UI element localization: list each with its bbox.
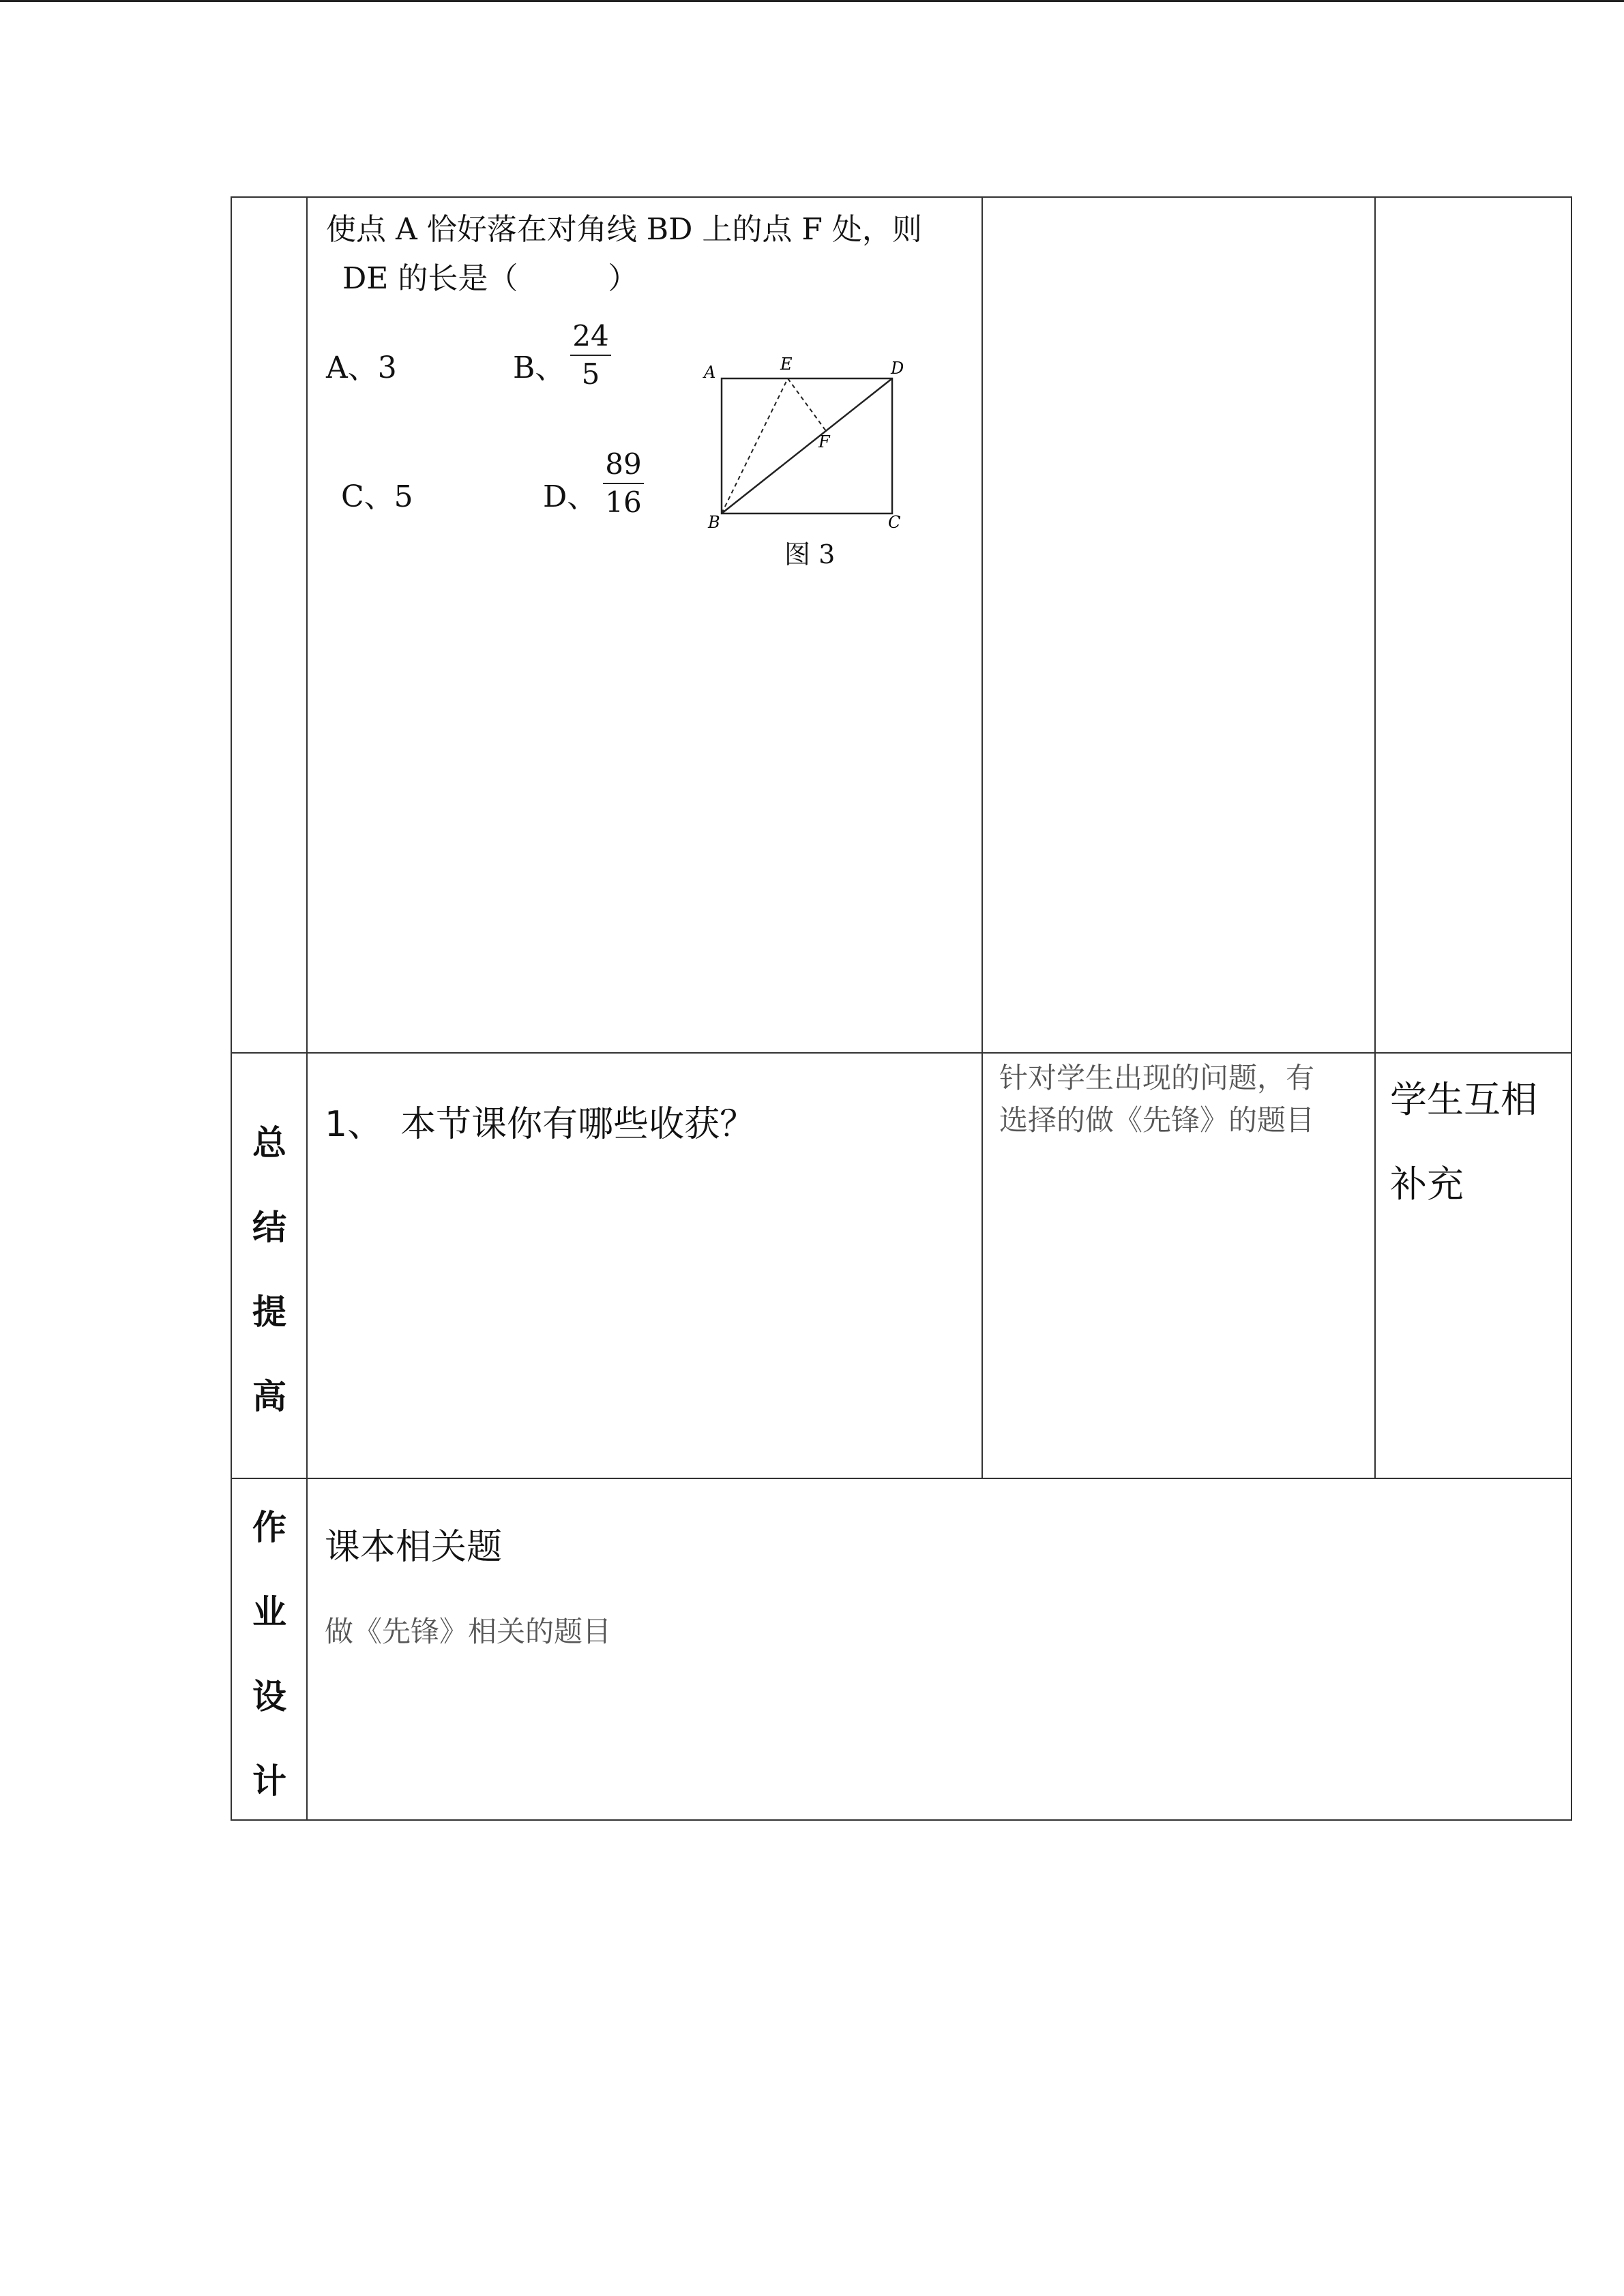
question-line-2: DE 的长是（ ） [342, 261, 638, 296]
option-b-denominator: 5 [581, 357, 600, 391]
student-activity-line-2: 补充 [1390, 1163, 1464, 1206]
top-border-line [0, 0, 1624, 2]
homework-label-char-2: 业 [252, 1592, 286, 1632]
point-label-b: B [708, 513, 720, 532]
summary-label-char-1: 总 [252, 1123, 286, 1163]
option-d-fraction [603, 447, 644, 520]
question-line-1: 使点 A 恰好落在对角线 BD 上的点 F 处，则 [326, 212, 922, 247]
dashed-ef [788, 378, 826, 431]
summary-label-char-4: 高 [252, 1377, 286, 1416]
option-d-prefix: D、 [543, 479, 597, 514]
dashed-be [722, 378, 788, 513]
point-label-f: F [818, 432, 830, 451]
fraction-bar [570, 355, 611, 356]
option-b-numerator: 24 [572, 319, 609, 353]
point-label-a: A [704, 363, 716, 382]
option-d-numerator: 89 [605, 447, 642, 481]
row-divider-summary [231, 1052, 1572, 1054]
diagonal-bd [722, 378, 892, 513]
point-label-d: D [891, 359, 904, 378]
figure-caption: 图 3 [784, 539, 836, 569]
homework-label-char-3: 设 [252, 1677, 286, 1716]
option-b-prefix: B、 [513, 351, 565, 385]
option-b-fraction [570, 319, 611, 391]
column-divider-teacher [981, 196, 983, 1478]
option-c: C、5 [341, 479, 413, 514]
point-label-c: C [888, 513, 901, 532]
fraction-bar [603, 483, 644, 484]
homework-line-1: 课本相关题 [325, 1527, 503, 1568]
teacher-activity-line-2: 选择的做《先锋》的题目 [999, 1103, 1315, 1137]
figure-3-diagram [696, 355, 914, 539]
homework-label-char-1: 作 [252, 1508, 286, 1547]
point-label-e: E [780, 355, 793, 374]
student-activity-line-1: 学生互相 [1390, 1078, 1537, 1121]
summary-label-char-3: 提 [252, 1292, 286, 1332]
homework-line-2: 做《先锋》相关的题目 [325, 1615, 612, 1648]
column-divider-label [306, 196, 308, 1821]
teacher-activity-line-1: 针对学生出现的问题，有 [999, 1061, 1315, 1094]
column-divider-student [1374, 196, 1376, 1478]
option-a: A、3 [326, 351, 397, 385]
summary-label-char-2: 结 [252, 1208, 286, 1247]
summary-content: 1、 本节课你有哪些收获？ [325, 1104, 756, 1145]
homework-label-char-4: 计 [252, 1761, 286, 1801]
row-divider-homework [231, 1478, 1572, 1479]
option-d-denominator: 16 [605, 486, 642, 519]
